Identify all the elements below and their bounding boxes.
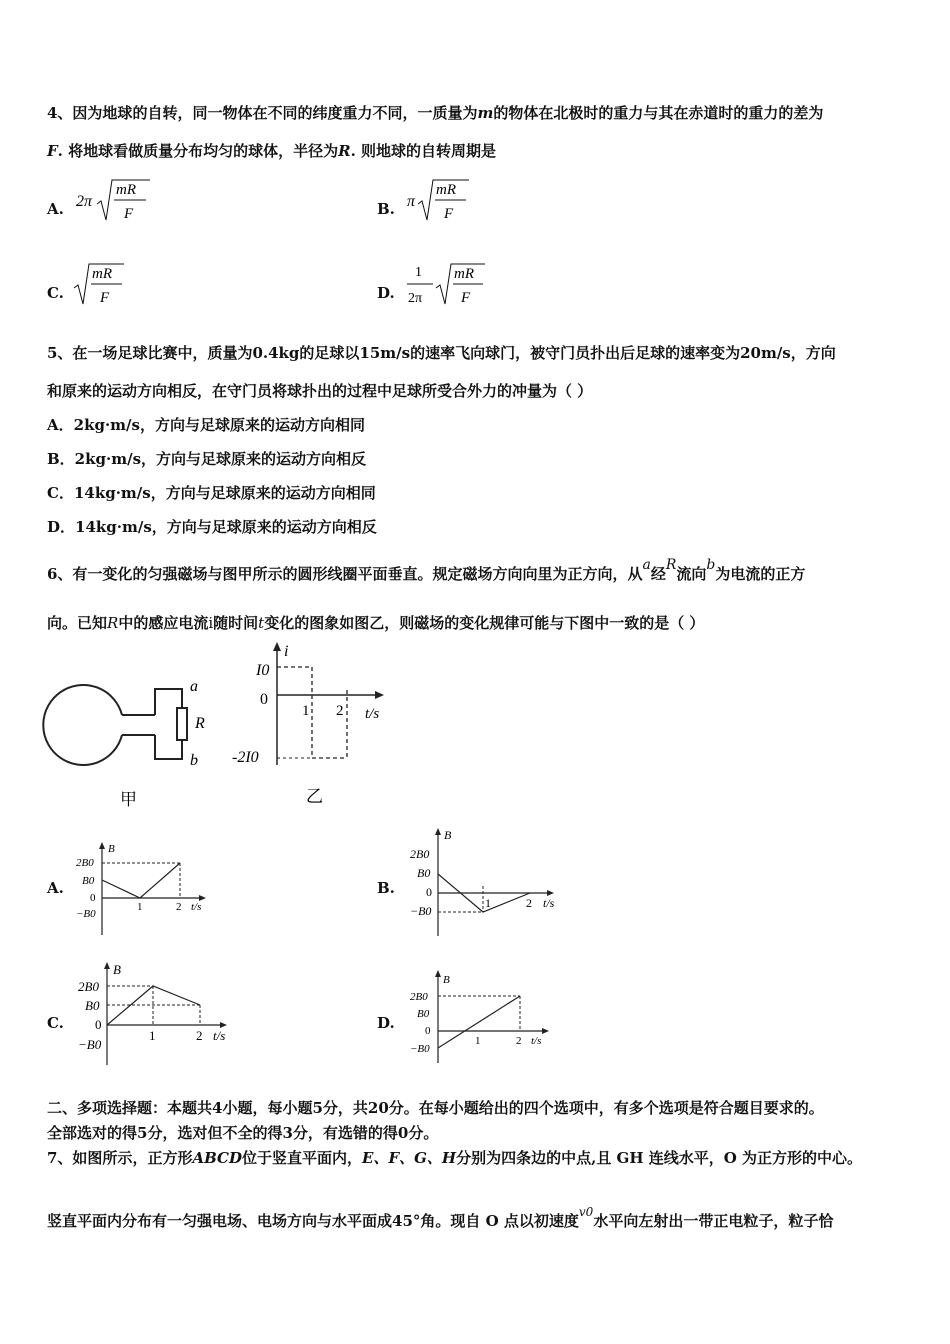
q6-line2 [47, 612, 704, 633]
q4-option-c-label[interactable]: C. [47, 284, 64, 302]
gb-label-2B0: 2B0 [410, 847, 430, 861]
q7-text-b: 位于竖直平面内， [242, 1149, 363, 1167]
q4-option-b-formula [403, 174, 473, 226]
gd-x-arrow [542, 1028, 549, 1034]
label-b: b [190, 752, 198, 769]
q7-text-c: 分别为四条边的中点,且 GH 连线水平，O 为正方形的中心。 [456, 1149, 863, 1167]
gd-label-negB0: −B0 [410, 1043, 430, 1055]
yi-y-arrow [273, 642, 281, 651]
q4-d-num: mR [454, 266, 474, 282]
q6-var-b: b [706, 557, 716, 573]
q4-line1 [47, 102, 823, 123]
q6-var-R: R [665, 557, 677, 573]
q6-option-a-label[interactable]: A. [47, 879, 64, 897]
q6-text-f: 变化的图象如图乙，则磁场的变化规律可能与下图中一致的是（ ） [264, 614, 705, 632]
q6-graph-a [72, 840, 222, 940]
q6-var-a: a [642, 557, 651, 573]
yi-label-0: 0 [260, 691, 268, 708]
q4-a-den: F [124, 206, 134, 222]
yi-label-I0: I0 [256, 662, 270, 679]
label-R: R [195, 715, 205, 732]
ga-label-ts: t/s [191, 901, 202, 913]
q6-text-c: 向。已知 [47, 614, 108, 632]
q6-option-b-label[interactable]: B. [377, 879, 395, 897]
q6-text-a: 6、有一变化的匀强磁场与图甲所示的圆形线圈平面垂直。规定磁场方向向里为正方向，从 [47, 565, 643, 583]
figure-jia [40, 665, 220, 815]
q4-d-coef-num: 1 [415, 265, 422, 280]
q4-text-c: . 将地球看做质量分布均匀的球体，半径为 [57, 142, 339, 160]
gc-label-0: 0 [95, 1017, 102, 1032]
label-a: a [190, 678, 198, 695]
yi-tick-2: 2 [336, 703, 344, 719]
q5-line2: 和原来的运动方向相反，在守门员将球扑出的过程中足球所受合外力的冲量为（ ） [47, 382, 593, 400]
ga-label-negB0: −B0 [76, 908, 96, 920]
q4-c-den: F [100, 290, 110, 306]
q4-b-num: mR [436, 182, 456, 198]
q7-text-d: 竖直平面内分布有一匀强电场、电场方向与水平面成45°角。现自 O 点以初速度 [47, 1212, 579, 1230]
q6-text-jing: 经 [650, 565, 666, 583]
coil-circle [43, 685, 122, 765]
q7-text-a: 7、如图所示，正方形 [47, 1149, 193, 1167]
q6-text-b: 为电流的正方 [715, 565, 806, 583]
q6-option-c-label[interactable]: C. [47, 1014, 64, 1032]
q5-line1: 5、在一场足球比赛中，质量为0.4kg的足球以15m/s的速率飞向球门，被守门员扑出后足球的速率变为20m/s，方向 [47, 344, 836, 362]
gb-label-B0: B0 [417, 866, 431, 880]
gc-label-B: B [113, 962, 121, 977]
ga-label-0: 0 [90, 892, 96, 904]
q6-var-i: i [208, 614, 214, 632]
gb-label-negB0: −B0 [410, 904, 432, 918]
q7-var-v0: v0 [578, 1205, 594, 1219]
q6-var-R2: R [107, 614, 119, 632]
gc-label-B0: B0 [85, 998, 100, 1013]
gc-tick-1: 1 [149, 1028, 156, 1043]
q4-b-den: F [444, 206, 454, 222]
section2-line2: 全部选对的得5分，选对但不全的得3分，有选错的得0分。 [47, 1124, 439, 1142]
q4-b-coef: π [407, 193, 416, 210]
label-yi: 乙 [306, 787, 323, 806]
q4-line2 [47, 140, 496, 161]
yi-x-arrow [375, 691, 384, 699]
q4-text-d: . 则地球的自转周期是 [350, 142, 497, 160]
ga-curve [102, 863, 180, 898]
ga-label-B: B [108, 843, 115, 855]
q4-var-F: F [47, 142, 58, 160]
q6-graph-c [75, 960, 245, 1070]
q4-a-num: mR [116, 182, 136, 198]
q4-var-m: m [477, 104, 494, 122]
q4-option-b-label[interactable]: B. [377, 200, 395, 218]
q6-var-t: t [258, 614, 265, 632]
yi-tick-1: 1 [302, 703, 310, 719]
ga-label-B0: B0 [82, 875, 95, 887]
gd-label-2B0: 2B0 [410, 991, 428, 1003]
gc-label-ts: t/s [213, 1028, 226, 1043]
figure-yi [230, 640, 400, 815]
q7-var-efgh: E、F、G、H [362, 1149, 457, 1167]
q4-option-c-formula [72, 258, 132, 310]
gd-label-0: 0 [425, 1025, 431, 1037]
gb-label-B: B [444, 828, 452, 842]
gb-tick-2: 2 [526, 896, 532, 910]
ga-label-2B0: 2B0 [76, 857, 94, 869]
q6-graph-d [405, 968, 565, 1068]
q4-option-d-label[interactable]: D. [377, 284, 395, 302]
ga-y-arrow [99, 842, 105, 849]
q4-d-coef-den: 2π [408, 291, 423, 306]
q4-var-R: R [338, 142, 351, 160]
q7-text-e: 水平向左射出一带正电粒子，粒子恰 [593, 1212, 834, 1230]
yi-label-i: i [284, 643, 289, 660]
gc-tick-2: 2 [196, 1028, 203, 1043]
label-jia: 甲 [120, 790, 137, 809]
ga-tick-2: 2 [176, 901, 182, 913]
q6-option-d-label[interactable]: D. [377, 1014, 395, 1032]
q5-option-d[interactable]: D．14kg·m/s，方向与足球原来的运动方向相反 [47, 518, 377, 536]
gd-tick-1: 1 [475, 1035, 481, 1047]
gb-tick-1: 1 [485, 896, 491, 910]
gd-label-B0: B0 [417, 1008, 430, 1020]
q4-option-a-label[interactable]: A. [47, 200, 64, 218]
q4-a-coef: 2π [76, 193, 93, 210]
gc-label-2B0: 2B0 [78, 979, 99, 994]
q7-line1 [47, 1147, 862, 1168]
q6-text-d: 中的感应电流 [118, 614, 209, 632]
gb-label-ts: t/s [543, 896, 555, 910]
q5-option-a[interactable]: A．2kg·m/s，方向与足球原来的运动方向相同 [47, 416, 365, 434]
q4-text-a: 4、因为地球的自转，同一物体在不同的纬度重力不同，一质量为 [47, 104, 478, 122]
q7-line2 [47, 1205, 834, 1231]
q6-text-liuxiang: 流向 [676, 565, 707, 583]
resistor-r [177, 708, 187, 740]
q5-option-c[interactable]: C．14kg·m/s，方向与足球原来的运动方向相同 [47, 484, 376, 502]
q6-graph-b [405, 826, 570, 941]
q4-option-a-formula [72, 174, 152, 226]
gd-label-ts: t/s [531, 1035, 542, 1047]
q4-c-num: mR [92, 266, 112, 282]
gc-label-negB0: −B0 [78, 1037, 102, 1052]
section2-line1: 二、多项选择题：本题共4小题，每小题5分，共20分。在每小题给出的四个选项中，有多个选项是符合题目要求的。 [47, 1099, 824, 1117]
gb-label-0: 0 [426, 885, 432, 899]
gb-y-arrow [435, 828, 441, 835]
gd-y-arrow [435, 970, 441, 977]
q5-option-b[interactable]: B．2kg·m/s，方向与足球原来的运动方向相反 [47, 450, 367, 468]
q7-var-abcd: ABCD [192, 1149, 242, 1167]
yi-label-neg2I0: -2I0 [232, 749, 259, 766]
ga-tick-1: 1 [137, 901, 143, 913]
q6-text-e: 随时间 [213, 614, 259, 632]
gc-y-arrow [104, 962, 110, 969]
gd-label-B: B [443, 974, 450, 986]
gd-tick-2: 2 [516, 1035, 522, 1047]
q4-d-den: F [461, 290, 471, 306]
q6-line1 [47, 557, 806, 584]
yi-xaxis-label: t/s [365, 706, 380, 722]
q4-option-d-formula [403, 258, 493, 310]
q4-text-b: 的物体在北极时的重力与其在赤道时的重力的差为 [493, 104, 824, 122]
